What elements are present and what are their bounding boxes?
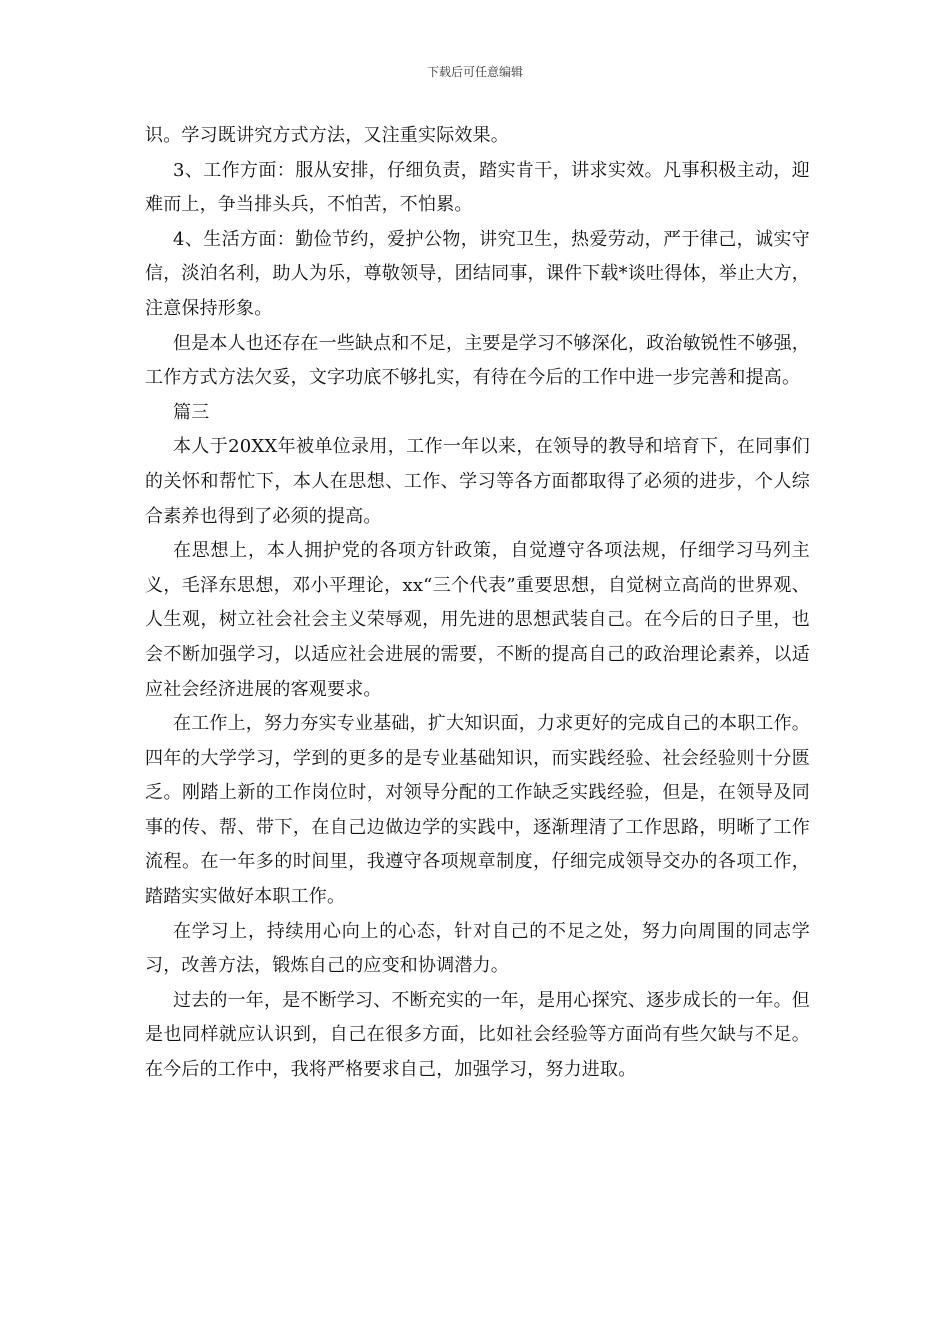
paragraph-study: 在学习上，持续用心向上的心态，针对自己的不足之处，努力向周围的同志学习，改善方法，锻炼自己的应变和协调潜力。 bbox=[145, 920, 810, 977]
page-header-note: 下载后可任意编辑 bbox=[426, 65, 523, 79]
paragraph-summary: 过去的一年，是不断学习、不断充实的一年，是用心探究、逐步成长的一年。但是也同样就应认识到，自己在很多方面，比如社会经验等方面尚有些欠缺与不足。在今后的工作中，我将严格要求自己，加强学习，努力进取。 bbox=[145, 989, 810, 1081]
paragraph-ideology: 在思想上，本人拥护党的各项方针政策，自觉遵守各项法规，仔细学习马列主义，毛泽东思想，邓小平理论，xx“三个代表”重要思想，自觉树立高尚的世界观、人生观，树立社会社会主义荣辱观，用先进的思想武装自己。在今后的日子里，也会不断加强学习，以适应社会进展的需要，不断的提高自己的政治理论素养，以适应社会经济进展的客观要求。 bbox=[145, 540, 810, 700]
paragraph-continuation: 识。学习既讲究方式方法，又注重实际效果。 bbox=[145, 125, 509, 146]
document-body bbox=[145, 119, 810, 1088]
paragraph-intro: 本人于20XX年被单位录用，工作一年以来，在领导的教导和培育下，在同事们的关怀和帮忙下，本人在思想、工作、学习等各方面都取得了必须的进步，个人综合素养也得到了必须的提高。 bbox=[145, 436, 810, 527]
paragraph-work: 在工作上，努力夯实专业基础，扩大知识面，力求更好的完成自己的本职工作。四年的大学学习，学到的更多的是专业基础知识，而实践经验、社会经验则十分匮乏。刚踏上新的工作岗位时，对领导分配的工作缺乏实践经验，但是，在领导及同事的传、帮、带下，在自己边做边学的实践中，逐渐理清了工作思路，明晰了工作流程。在一年多的时间里，我遵守各项规章制度，仔细完成领导交办的各项工作，踏踏实实做好本职工作。 bbox=[145, 713, 810, 908]
paragraph-life-aspect: 4、生活方面：勤俭节约，爱护公物，讲究卫生，热爱劳动，严于律己，诚实守信，淡泊名利，助人为乐，尊敬领导，团结同事，课件下载*谈吐得体，举止大方，注意保持形象。 bbox=[145, 228, 810, 319]
paragraph-work-aspect: 3、工作方面：服从安排，仔细负责，踏实肯干，讲求实效。凡事积极主动，迎难而上，争当排头兵，不怕苦，不怕累。 bbox=[145, 159, 810, 216]
section-heading: 篇三 bbox=[173, 401, 210, 423]
paragraph-shortcomings: 但是本人也还存在一些缺点和不足，主要是学习不够深化，政治敏锐性不够强，工作方式方法欠妥，文字功底不够扎实，有待在今后的工作中进一步完善和提高。 bbox=[145, 332, 810, 389]
